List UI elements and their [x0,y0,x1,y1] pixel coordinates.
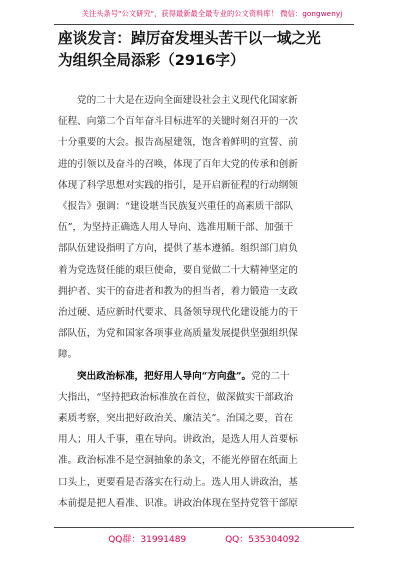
body-line: 进的引领以及奋斗的召唤，体现了百年大党的传承和创新 [58,158,298,170]
paragraph-1 [58,90,354,366]
body-line: 伍”，为坚持正确选人用人导向、选准用顺干部、加强干 [58,222,294,234]
document-title [58,28,354,72]
document-body [58,90,354,514]
header-divider [54,24,354,25]
body-line: 征程、向第二个百年奋斗目标进军的关键时刻召开的一次 [58,116,298,128]
footer-qq-group: QQ群：31991489 [108,535,187,545]
body-line: 准。政治标准不是空洞抽象的条文，不能光停留在纸面上 [58,455,298,467]
body-line: 素质考察，突出把好政治关、廉洁关”。治国之要，首在 [58,413,294,425]
footer-qq: QQ：535304092 [225,535,300,545]
body-line: 十分重要的大会。报告高屋建瓴，饱含着鲜明的宣誓、前 [58,137,298,149]
footer [0,532,408,545]
footer-divider [54,527,354,528]
body-line: 着为党选贤任能的艰巨使命，要自觉做二十大精神坚定的 [58,264,298,276]
header-notice: 关注头条号"公文研究"，获得最新最全最专业的公文资料库！ 微信：gongwenyj [81,9,343,18]
paragraph-2 [58,366,354,514]
body-text: 党的二十 [251,370,290,382]
body-line: 部队伍建设指明了方向，提供了基本遵循。组织部门肩负 [58,243,298,255]
body-line: 用人；用人千事，重在导向。讲政治，是选人用人首要标 [58,434,298,446]
section-heading: 突出政治标准，把好用人导向“方向盘”。 [77,370,252,382]
body-line: 党的二十大是在迈向全面建设社会主义现代化国家新 [77,95,298,106]
body-line: 部队伍，为党和国家各项事业高质量发展提供坚强组织保 [58,328,298,340]
body-line: 大指出，“坚持把政治标准放在首位，做深做实干部政治 [58,391,294,403]
body-line: 障。 [58,349,78,361]
body-line: 体现了科学思想对实践的指引，是开启新征程的行动纲领 [58,179,298,191]
body-line: 拥护者、实干的奋进者和教为的担当者，着力锻造一支政 [58,285,298,297]
body-line: 口头上，更要看是否落实在行动上。选人用人讲政治，基 [58,476,298,488]
body-line [58,366,354,387]
title-line-1: 座谈发言：踔厉奋发埋头苦干以一域之光 [58,30,321,47]
body-line: 治过硬、适应新时代要求、具备领导现代化建设能力的干 [58,307,298,319]
title-line-2: 为组织全局添彩（2916字） [58,52,245,69]
body-line: 《报告》强调：“建设堪当民族复兴重任的高素质干部队 [58,201,294,213]
body-line: 本前提是把人看准、识准。讲政治体现在坚持党管干部原 [58,497,298,509]
